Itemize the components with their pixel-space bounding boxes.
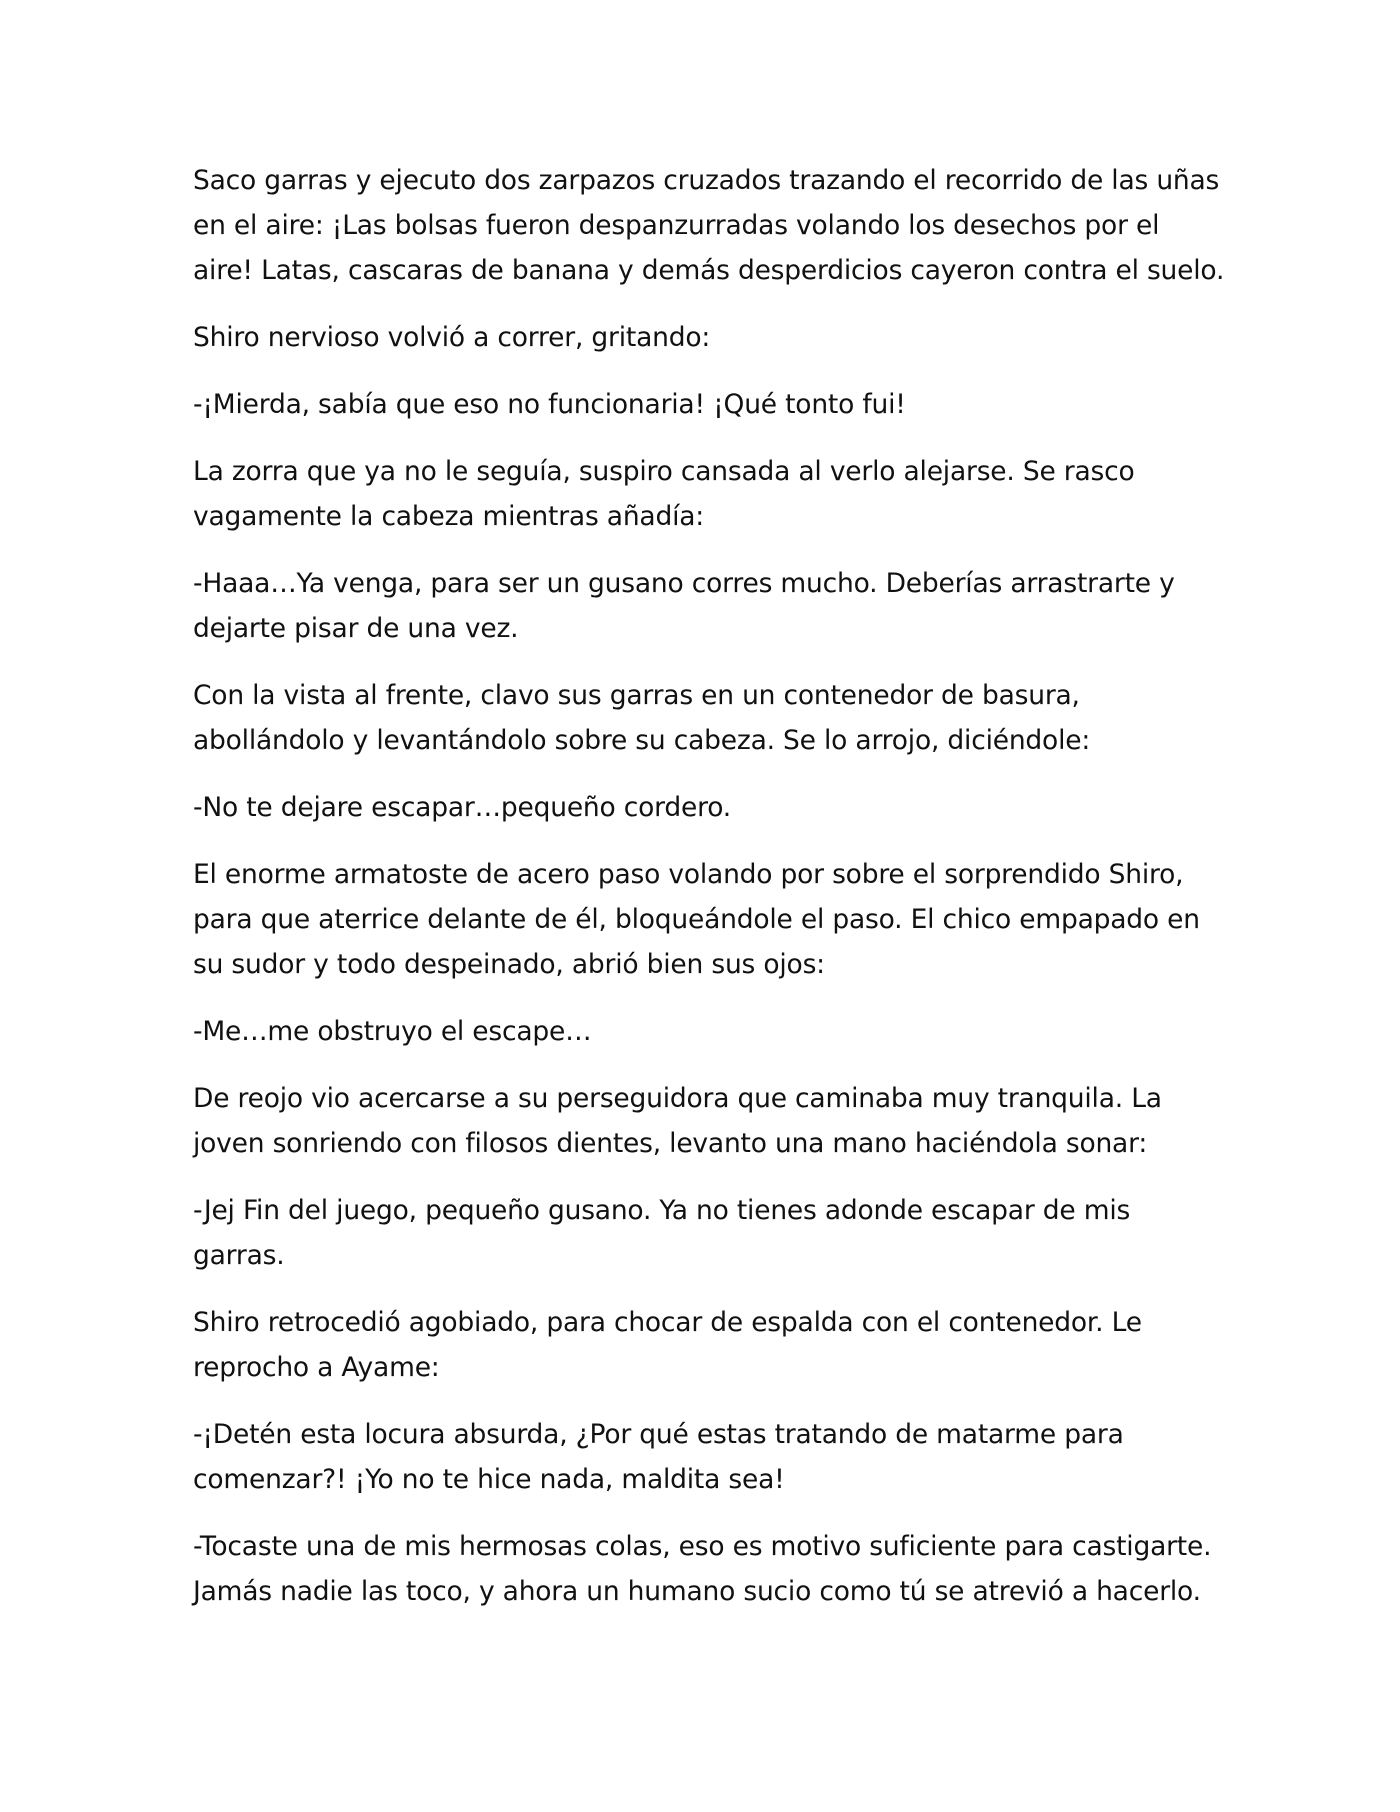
text-line: -Tocaste una de mis hermosas colas, eso es motivo suficiente para castigarte.: [193, 1531, 1212, 1562]
text-line: en el aire: ¡Las bolsas fueron despanzurradas volando los desechos por el: [193, 210, 1160, 241]
paragraph: [193, 382, 1223, 427]
paragraph: [193, 1076, 1223, 1166]
text-line: joven sonriendo con filosos dientes, levanto una mano haciéndola sonar:: [193, 1128, 1148, 1159]
text-line: -Jej Fin del juego, pequeño gusano. Ya no tienes adonde escapar de mis: [193, 1195, 1131, 1226]
text-line: su sudor y todo despeinado, abrió bien sus ojos:: [193, 949, 825, 980]
paragraph: [193, 561, 1223, 651]
paragraph: [193, 1412, 1223, 1502]
text-line: Jamás nadie las toco, y ahora un humano sucio como tú se atrevió a hacerlo.: [193, 1576, 1201, 1607]
text-line: aire! Latas, cascaras de banana y demás desperdicios cayeron contra el suelo.: [193, 255, 1225, 286]
text-line: comenzar?! ¡Yo no te hice nada, maldita sea!: [193, 1464, 785, 1495]
text-line: -¡Mierda, sabía que eso no funcionaria! ¡Qué tonto fui!: [193, 389, 906, 420]
paragraph: [193, 1300, 1223, 1390]
document-body: [193, 158, 1223, 1636]
text-line: vagamente la cabeza mientras añadía:: [193, 501, 704, 532]
paragraph: [193, 673, 1223, 763]
paragraph: [193, 1524, 1223, 1614]
text-line: El enorme armatoste de acero paso volando por sobre el sorprendido Shiro,: [193, 859, 1184, 890]
paragraph: [193, 315, 1223, 360]
paragraph: [193, 852, 1223, 987]
text-line: -Haaa…Ya venga, para ser un gusano corres mucho. Deberías arrastrarte y: [193, 568, 1175, 599]
text-line: Saco garras y ejecuto dos zarpazos cruzados trazando el recorrido de las uñas: [193, 165, 1220, 196]
paragraph: [193, 785, 1223, 830]
text-line: -Me…me obstruyo el escape…: [193, 1016, 592, 1047]
paragraph: [193, 158, 1223, 293]
text-line: -¡Detén esta locura absurda, ¿Por qué estas tratando de matarme para: [193, 1419, 1124, 1450]
text-line: De reojo vio acercarse a su perseguidora que caminaba muy tranquila. La: [193, 1083, 1162, 1114]
text-line: abollándolo y levantándolo sobre su cabeza. Se lo arrojo, diciéndole:: [193, 725, 1091, 756]
text-line: La zorra que ya no le seguía, suspiro cansada al verlo alejarse. Se rasco: [193, 456, 1135, 487]
text-line: para que aterrice delante de él, bloqueándole el paso. El chico empapado en: [193, 904, 1200, 935]
text-line: reprocho a Ayame:: [193, 1352, 440, 1383]
paragraph: [193, 449, 1223, 539]
paragraph: [193, 1009, 1223, 1054]
text-line: dejarte pisar de una vez.: [193, 613, 519, 644]
text-line: garras.: [193, 1240, 285, 1271]
text-line: Shiro retrocedió agobiado, para chocar de espalda con el contenedor. Le: [193, 1307, 1142, 1338]
text-line: Shiro nervioso volvió a correr, gritando:: [193, 322, 711, 353]
paragraph: [193, 1188, 1223, 1278]
text-line: Con la vista al frente, clavo sus garras en un contenedor de basura,: [193, 680, 1080, 711]
text-line: -No te dejare escapar…pequeño cordero.: [193, 792, 731, 823]
